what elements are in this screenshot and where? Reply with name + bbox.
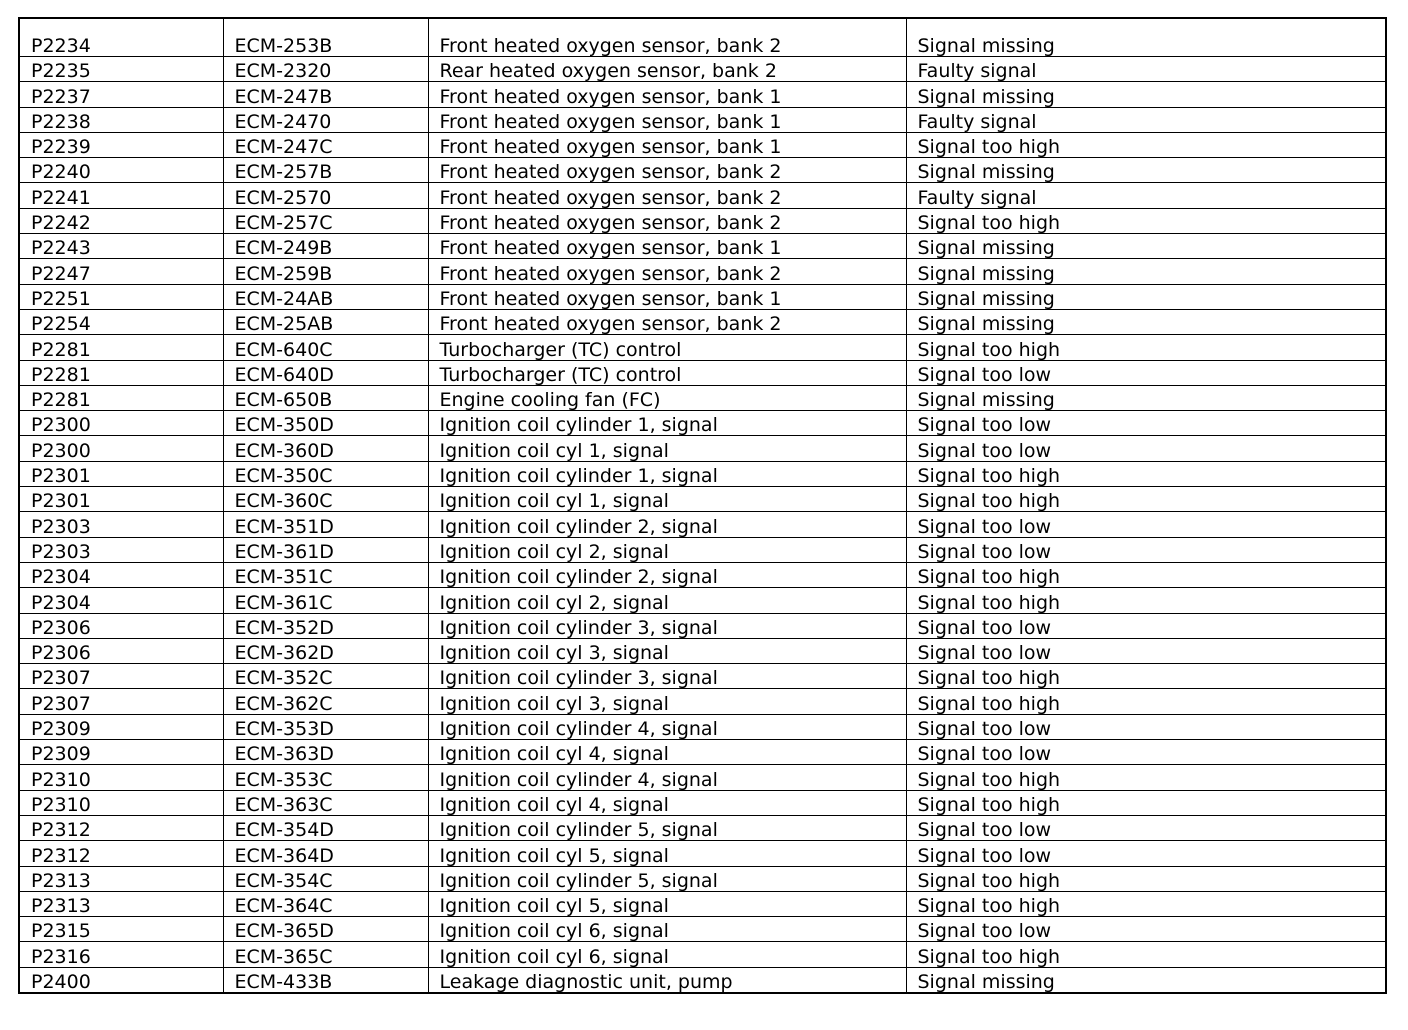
dtc-code-cell: P2307 [19,689,223,714]
table-row [19,259,1386,284]
dtc-code-cell: P2300 [19,411,223,436]
fault-status-cell: Signal too high [906,588,1386,613]
component-cell: Leakage diagnostic unit, pump [428,967,906,993]
dtc-code-cell: P2306 [19,613,223,638]
ecm-code-cell: ECM-640C [223,335,428,360]
table-row [19,588,1386,613]
fault-status-cell: Signal missing [906,158,1386,183]
dtc-code-cell: P2238 [19,107,223,132]
fault-status-cell: Signal missing [906,284,1386,309]
fault-status-cell: Signal too low [906,411,1386,436]
component-cell: Ignition coil cylinder 5, signal [428,866,906,891]
fault-status-cell: Signal too high [906,461,1386,486]
component-cell: Ignition coil cylinder 3, signal [428,664,906,689]
component-cell: Ignition coil cylinder 1, signal [428,461,906,486]
ecm-code-cell: ECM-350C [223,461,428,486]
component-cell: Ignition coil cyl 4, signal [428,740,906,765]
table-row [19,512,1386,537]
fault-status-cell: Signal too low [906,841,1386,866]
dtc-code-cell: P2304 [19,588,223,613]
ecm-code-cell: ECM-360C [223,487,428,512]
table-row [19,664,1386,689]
ecm-code-cell: ECM-351C [223,562,428,587]
dtc-code-cell: P2281 [19,385,223,410]
ecm-code-cell: ECM-352D [223,613,428,638]
table-row [19,891,1386,916]
ecm-code-cell: ECM-362C [223,689,428,714]
fault-status-cell: Signal too low [906,613,1386,638]
table-row [19,765,1386,790]
table-row [19,942,1386,967]
fault-status-cell: Signal too high [906,790,1386,815]
table-row [19,689,1386,714]
dtc-code-cell: P2307 [19,664,223,689]
fault-status-cell: Signal too high [906,208,1386,233]
fault-status-cell: Signal too high [906,664,1386,689]
ecm-code-cell: ECM-25AB [223,309,428,334]
component-cell: Turbocharger (TC) control [428,360,906,385]
table-row [19,385,1386,410]
fault-status-cell: Signal too high [906,891,1386,916]
dtc-code-cell: P2315 [19,917,223,942]
ecm-code-cell: ECM-353C [223,765,428,790]
ecm-code-cell: ECM-24AB [223,284,428,309]
component-cell: Ignition coil cyl 2, signal [428,588,906,613]
component-cell: Engine cooling fan (FC) [428,385,906,410]
component-cell: Ignition coil cyl 6, signal [428,942,906,967]
fault-status-cell: Faulty signal [906,107,1386,132]
dtc-code-cell: P2243 [19,234,223,259]
ecm-code-cell: ECM-350D [223,411,428,436]
fault-status-cell: Signal too low [906,512,1386,537]
table-row [19,436,1386,461]
dtc-code-cell: P2310 [19,790,223,815]
fault-status-cell: Signal too high [906,689,1386,714]
ecm-code-cell: ECM-2320 [223,57,428,82]
fault-status-cell: Signal too low [906,436,1386,461]
fault-status-cell: Signal too low [906,917,1386,942]
dtc-code-cell: P2301 [19,487,223,512]
fault-status-cell: Signal too low [906,815,1386,840]
ecm-code-cell: ECM-650B [223,385,428,410]
component-cell: Ignition coil cyl 4, signal [428,790,906,815]
dtc-code-cell: P2303 [19,537,223,562]
component-cell: Front heated oxygen sensor, bank 2 [428,259,906,284]
fault-status-cell: Signal too high [906,335,1386,360]
component-cell: Ignition coil cylinder 1, signal [428,411,906,436]
component-cell: Rear heated oxygen sensor, bank 2 [428,57,906,82]
dtc-code-cell: P2251 [19,284,223,309]
fault-status-cell: Signal missing [906,259,1386,284]
component-cell: Ignition coil cyl 3, signal [428,689,906,714]
component-cell: Front heated oxygen sensor, bank 1 [428,132,906,157]
table-row [19,613,1386,638]
component-cell: Front heated oxygen sensor, bank 2 [428,309,906,334]
dtc-code-cell: P2237 [19,82,223,107]
ecm-code-cell: ECM-364D [223,841,428,866]
ecm-code-cell: ECM-354C [223,866,428,891]
ecm-code-cell: ECM-2570 [223,183,428,208]
component-cell: Front heated oxygen sensor, bank 1 [428,107,906,132]
table-row [19,208,1386,233]
table-row [19,309,1386,334]
table-row [19,107,1386,132]
component-cell: Ignition coil cyl 1, signal [428,487,906,512]
table-row [19,487,1386,512]
table-row [19,461,1386,486]
dtc-code-cell: P2241 [19,183,223,208]
dtc-code-cell: P2303 [19,512,223,537]
fault-status-cell: Signal too high [906,942,1386,967]
ecm-code-cell: ECM-247C [223,132,428,157]
component-cell: Ignition coil cylinder 5, signal [428,815,906,840]
table-row [19,158,1386,183]
dtc-code-cell: P2281 [19,335,223,360]
ecm-code-cell: ECM-364C [223,891,428,916]
table-row [19,411,1386,436]
ecm-code-cell: ECM-353D [223,714,428,739]
component-cell: Front heated oxygen sensor, bank 2 [428,18,906,57]
dtc-code-cell: P2309 [19,740,223,765]
dtc-code-cell: P2254 [19,309,223,334]
dtc-code-cell: P2300 [19,436,223,461]
component-cell: Ignition coil cylinder 2, signal [428,562,906,587]
dtc-table [18,17,1387,994]
dtc-code-cell: P2235 [19,57,223,82]
ecm-code-cell: ECM-361C [223,588,428,613]
component-cell: Front heated oxygen sensor, bank 1 [428,82,906,107]
table-row [19,284,1386,309]
fault-status-cell: Faulty signal [906,57,1386,82]
ecm-code-cell: ECM-365D [223,917,428,942]
ecm-code-cell: ECM-253B [223,18,428,57]
table-row [19,967,1386,993]
dtc-code-cell: P2312 [19,815,223,840]
dtc-code-cell: P2313 [19,891,223,916]
dtc-code-cell: P2240 [19,158,223,183]
table-row [19,57,1386,82]
table-row [19,234,1386,259]
fault-status-cell: Signal missing [906,385,1386,410]
dtc-table-body [19,18,1386,993]
dtc-code-cell: P2247 [19,259,223,284]
ecm-code-cell: ECM-2470 [223,107,428,132]
dtc-code-cell: P2400 [19,967,223,993]
fault-status-cell: Signal too high [906,132,1386,157]
table-row [19,18,1386,57]
table-row [19,815,1386,840]
component-cell: Ignition coil cylinder 4, signal [428,714,906,739]
dtc-code-cell: P2239 [19,132,223,157]
component-cell: Ignition coil cyl 5, signal [428,841,906,866]
component-cell: Front heated oxygen sensor, bank 1 [428,284,906,309]
ecm-code-cell: ECM-433B [223,967,428,993]
fault-status-cell: Signal too high [906,765,1386,790]
fault-status-cell: Signal too low [906,740,1386,765]
fault-status-cell: Signal too low [906,360,1386,385]
component-cell: Ignition coil cylinder 4, signal [428,765,906,790]
table-row [19,537,1386,562]
dtc-code-cell: P2309 [19,714,223,739]
fault-status-cell: Signal missing [906,967,1386,993]
dtc-code-cell: P2281 [19,360,223,385]
table-row [19,917,1386,942]
ecm-code-cell: ECM-257B [223,158,428,183]
ecm-code-cell: ECM-249B [223,234,428,259]
fault-status-cell: Signal missing [906,234,1386,259]
fault-status-cell: Signal too low [906,638,1386,663]
component-cell: Turbocharger (TC) control [428,335,906,360]
ecm-code-cell: ECM-640D [223,360,428,385]
component-cell: Ignition coil cyl 5, signal [428,891,906,916]
fault-status-cell: Signal too low [906,714,1386,739]
table-row [19,740,1386,765]
fault-status-cell: Signal missing [906,18,1386,57]
component-cell: Front heated oxygen sensor, bank 2 [428,158,906,183]
fault-status-cell: Signal too low [906,537,1386,562]
dtc-code-cell: P2306 [19,638,223,663]
ecm-code-cell: ECM-247B [223,82,428,107]
table-row [19,790,1386,815]
ecm-code-cell: ECM-363C [223,790,428,815]
dtc-code-cell: P2242 [19,208,223,233]
table-row [19,183,1386,208]
fault-status-cell: Signal too high [906,866,1386,891]
fault-status-cell: Signal missing [906,82,1386,107]
component-cell: Ignition coil cyl 6, signal [428,917,906,942]
ecm-code-cell: ECM-354D [223,815,428,840]
dtc-code-cell: P2312 [19,841,223,866]
component-cell: Front heated oxygen sensor, bank 2 [428,208,906,233]
dtc-code-cell: P2304 [19,562,223,587]
fault-status-cell: Signal too high [906,562,1386,587]
fault-status-cell: Faulty signal [906,183,1386,208]
table-row [19,638,1386,663]
fault-status-cell: Signal too high [906,487,1386,512]
table-row [19,562,1386,587]
table-row [19,132,1386,157]
ecm-code-cell: ECM-361D [223,537,428,562]
ecm-code-cell: ECM-363D [223,740,428,765]
table-row [19,335,1386,360]
table-row [19,841,1386,866]
dtc-code-cell: P2316 [19,942,223,967]
table-row [19,866,1386,891]
dtc-code-cell: P2234 [19,18,223,57]
ecm-code-cell: ECM-365C [223,942,428,967]
component-cell: Ignition coil cyl 2, signal [428,537,906,562]
ecm-code-cell: ECM-351D [223,512,428,537]
ecm-code-cell: ECM-362D [223,638,428,663]
ecm-code-cell: ECM-257C [223,208,428,233]
component-cell: Ignition coil cylinder 2, signal [428,512,906,537]
table-row [19,82,1386,107]
table-row [19,360,1386,385]
ecm-code-cell: ECM-360D [223,436,428,461]
ecm-code-cell: ECM-352C [223,664,428,689]
dtc-code-cell: P2301 [19,461,223,486]
fault-status-cell: Signal missing [906,309,1386,334]
component-cell: Ignition coil cyl 1, signal [428,436,906,461]
component-cell: Front heated oxygen sensor, bank 1 [428,234,906,259]
component-cell: Front heated oxygen sensor, bank 2 [428,183,906,208]
ecm-code-cell: ECM-259B [223,259,428,284]
component-cell: Ignition coil cylinder 3, signal [428,613,906,638]
component-cell: Ignition coil cyl 3, signal [428,638,906,663]
dtc-code-cell: P2313 [19,866,223,891]
dtc-code-cell: P2310 [19,765,223,790]
table-row [19,714,1386,739]
